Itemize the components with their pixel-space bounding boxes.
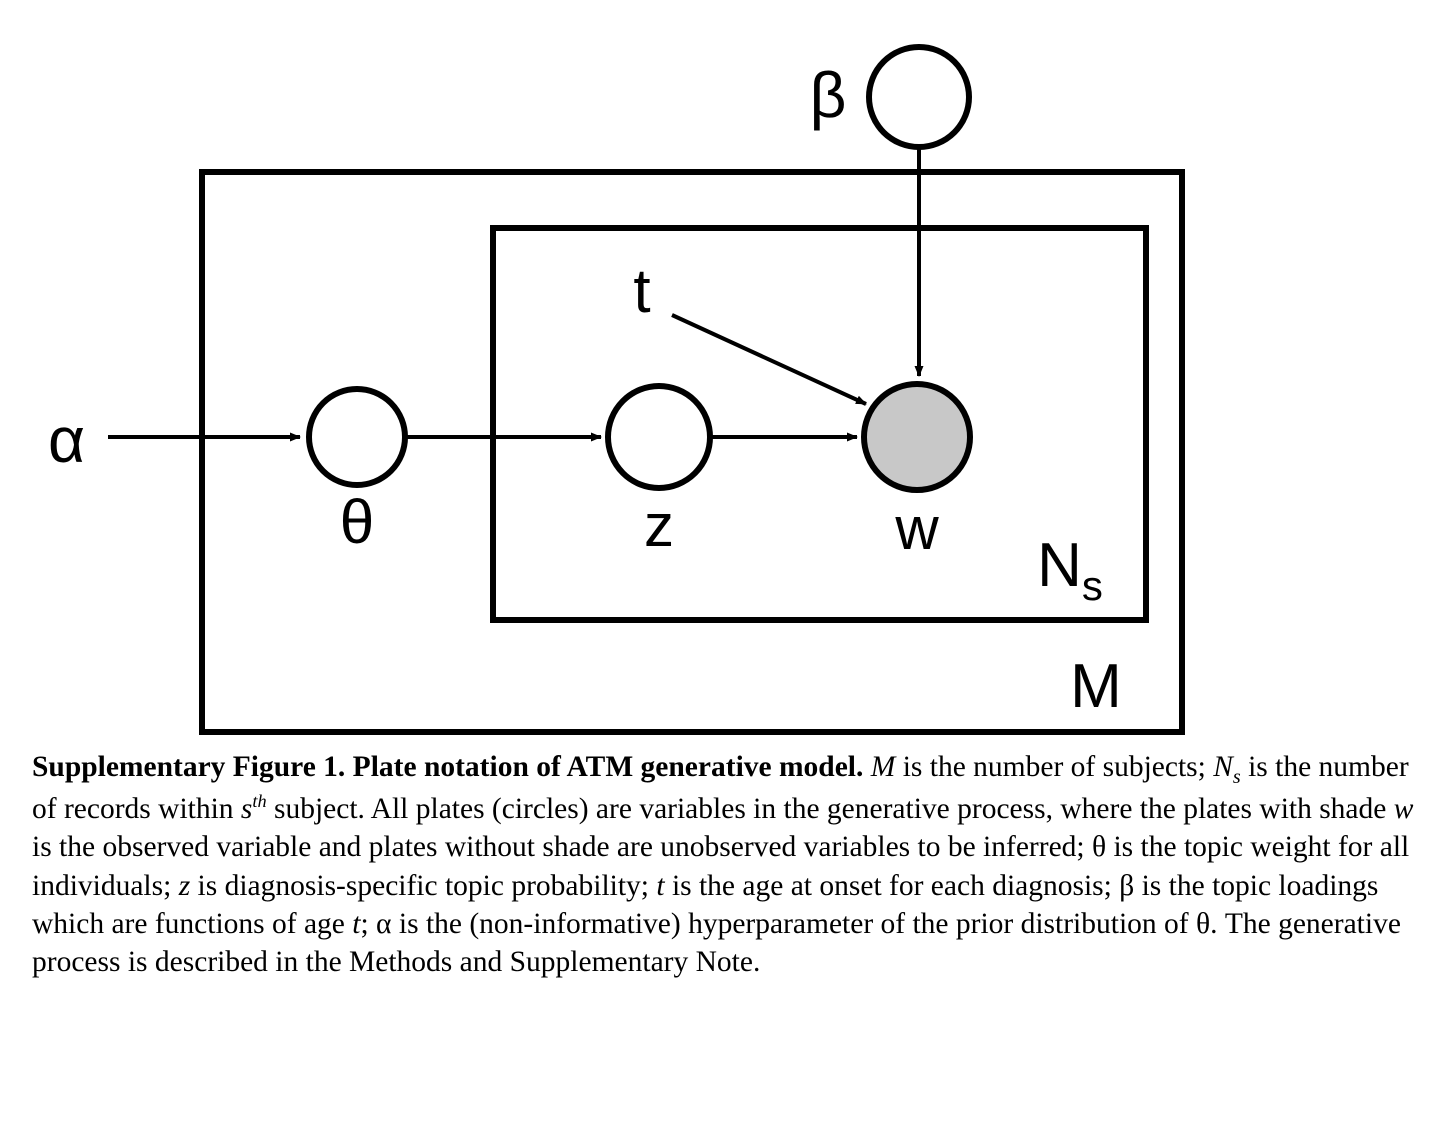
label-w: w xyxy=(895,495,939,562)
figure-caption xyxy=(32,748,1418,982)
edge-t-w xyxy=(672,315,866,404)
caption-title: Supplementary Figure 1. Plate notation of ATM generative model. xyxy=(32,751,864,783)
label-beta: β xyxy=(809,59,847,131)
plate-label-Ns-sub: s xyxy=(1081,562,1103,609)
node-theta xyxy=(309,389,405,485)
caption-body: M is the number of subjects; $N_s$ is the number of records within $s^{th}$ subject. All plates (circles) are variables in the generative process, where the plates with shade w is the observed variable and plates without shade are unobserved variables to be inferred; θ is the topic weight for all individuals; z is diagnosis-specific topic probability; t is the age at onset for each diagnosis; β is the topic loadings which are functions of age t; α is the (non-informative) hyperparameter of the prior distribution of θ. The generative process is described in the Methods and Supplementary Note. xyxy=(32,751,1414,979)
label-theta: θ xyxy=(339,488,375,557)
node-beta xyxy=(869,47,969,147)
label-alpha: α xyxy=(48,404,85,476)
plate-label-Ns xyxy=(1037,531,1103,609)
node-z xyxy=(608,386,710,488)
plate-label-M: M xyxy=(1070,652,1122,721)
label-z: z xyxy=(644,492,674,559)
plate-label-Ns-main: N xyxy=(1037,531,1082,600)
label-t: t xyxy=(633,257,651,326)
node-w xyxy=(864,384,970,490)
